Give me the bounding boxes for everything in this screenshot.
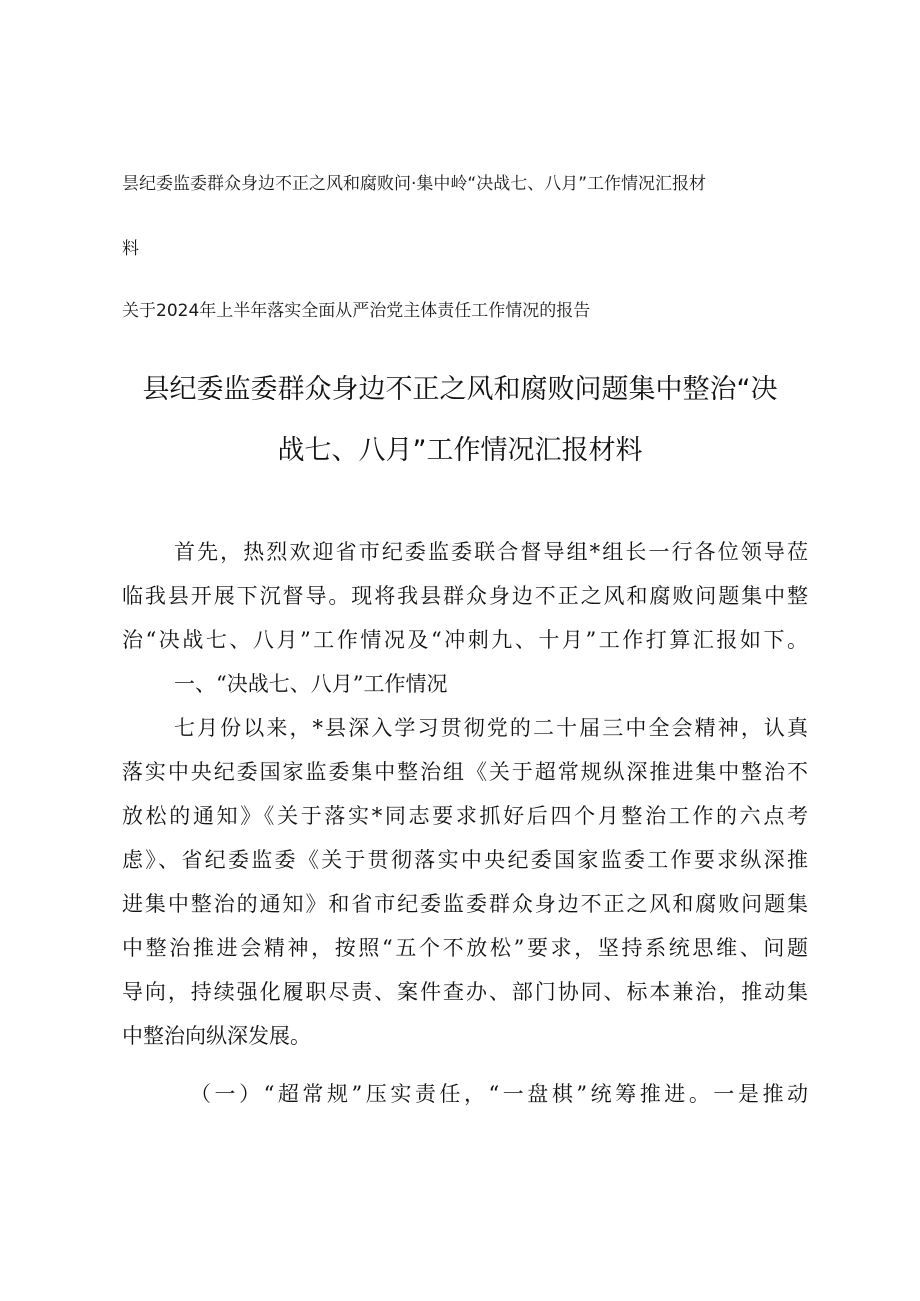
paragraph-1-line-2: 临我县开展下沉督导。现将我县群众身边不正之风和腐败问题集中整 bbox=[122, 584, 808, 608]
paragraph-2-line-4: 虑》、省纪委监委《关于贯彻落实中央纪委国家监委工作要求纵深推 bbox=[122, 848, 808, 872]
paragraph-2-line-7: 导向，持续强化履职尽责、案件查办、部门协同、标本兼治，推动集 bbox=[122, 980, 808, 1004]
paragraph-2-line-3: 放松的通知》《关于落实*同志要求抓好后四个月整治工作的六点考 bbox=[122, 804, 808, 828]
subsection-1-line-1: （一）“超常规”压实责任，“一盘棋”统筹推进。一是推动 bbox=[190, 1082, 808, 1106]
paragraph-2-line-6: 中整治推进会精神，按照“五个不放松”要求，坚持系统思维、问题 bbox=[122, 936, 808, 960]
section-1-heading: 一、“决战七、八月”工作情况 bbox=[174, 672, 448, 696]
header-title-line-2: 料 bbox=[122, 239, 139, 259]
document-title-line-2: 战七、八月”工作情况汇报材料 bbox=[277, 435, 643, 466]
paragraph-1-line-3: 治“决战七、八月”工作情况及“冲刺九、十月”工作打算汇报如下。 bbox=[122, 628, 808, 652]
paragraph-2-line-5: 进集中整治的通知》和省市纪委监委群众身边不正之风和腐败问题集 bbox=[122, 892, 808, 916]
header-title-line-1: 昙纪委监委群众身边不正之风和腐败问·集中岭“决战七、八月”工作情况汇报材 bbox=[122, 174, 707, 194]
paragraph-1-line-1: 首先，热烈欢迎省市纪委监委联合督导组*组长一行各位领导莅 bbox=[174, 540, 808, 564]
document-title-line-1: 县纪委监委群众身边不正之风和腐败问题集中整治“决 bbox=[142, 374, 778, 405]
paragraph-2-line-2: 落实中央纪委国家监委集中整治组《关于超常规纵深推进集中整治不 bbox=[122, 760, 808, 784]
paragraph-2-line-1: 七月份以来，*县深入学习贯彻党的二十届三中全会精神，认真 bbox=[174, 716, 808, 740]
paragraph-2-line-8: 中整治向纵深发展。 bbox=[122, 1024, 311, 1048]
header-subtitle: 关于2024年上半年落实全面从严治党主体责任工作情况的报告 bbox=[122, 301, 591, 321]
